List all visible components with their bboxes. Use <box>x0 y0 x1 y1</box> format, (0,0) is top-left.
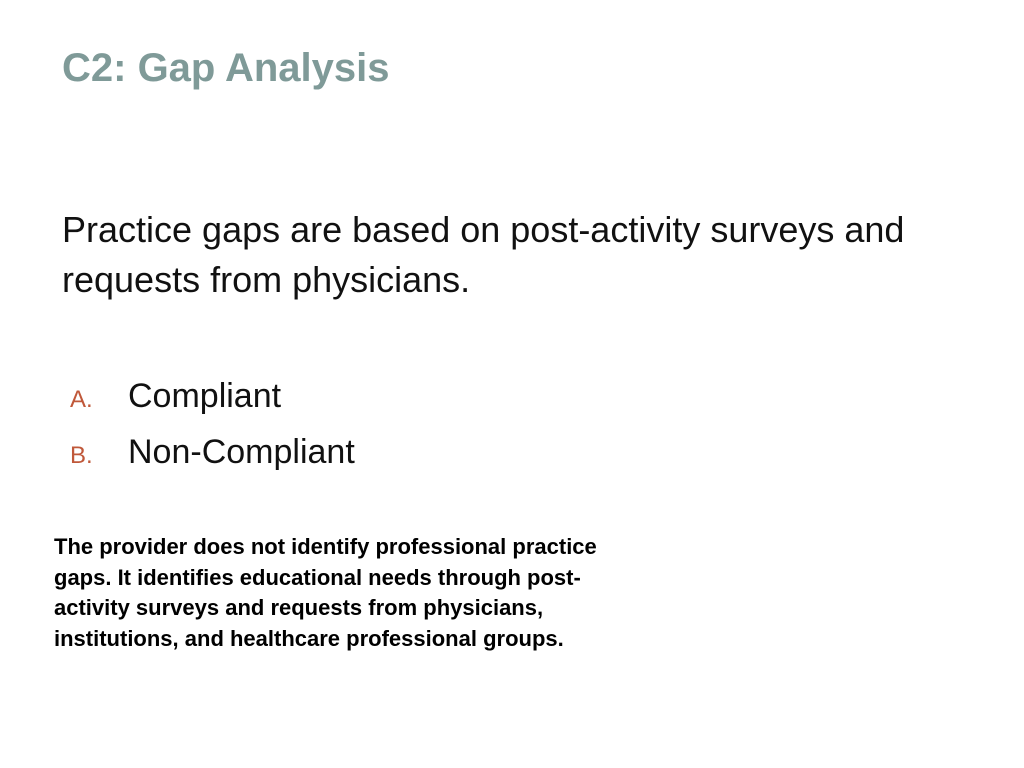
option-b-text: Non-Compliant <box>128 433 355 471</box>
question-text: Practice gaps are based on post-activity surveys and requests from physicians. <box>62 209 905 300</box>
explanation-note: The provider does not identify professional practice gaps. It identifies educational needs through post-activity surveys and requests from physicians, institutions, and healthcare professional groups. <box>54 534 597 651</box>
option-a-letter: A. <box>70 386 93 413</box>
option-b <box>70 428 355 484</box>
option-b-letter: B. <box>70 442 93 469</box>
answer-options <box>70 372 355 484</box>
slide-title: C2: Gap Analysis <box>62 46 390 90</box>
option-a <box>70 372 355 428</box>
option-a-text: Compliant <box>128 377 282 415</box>
